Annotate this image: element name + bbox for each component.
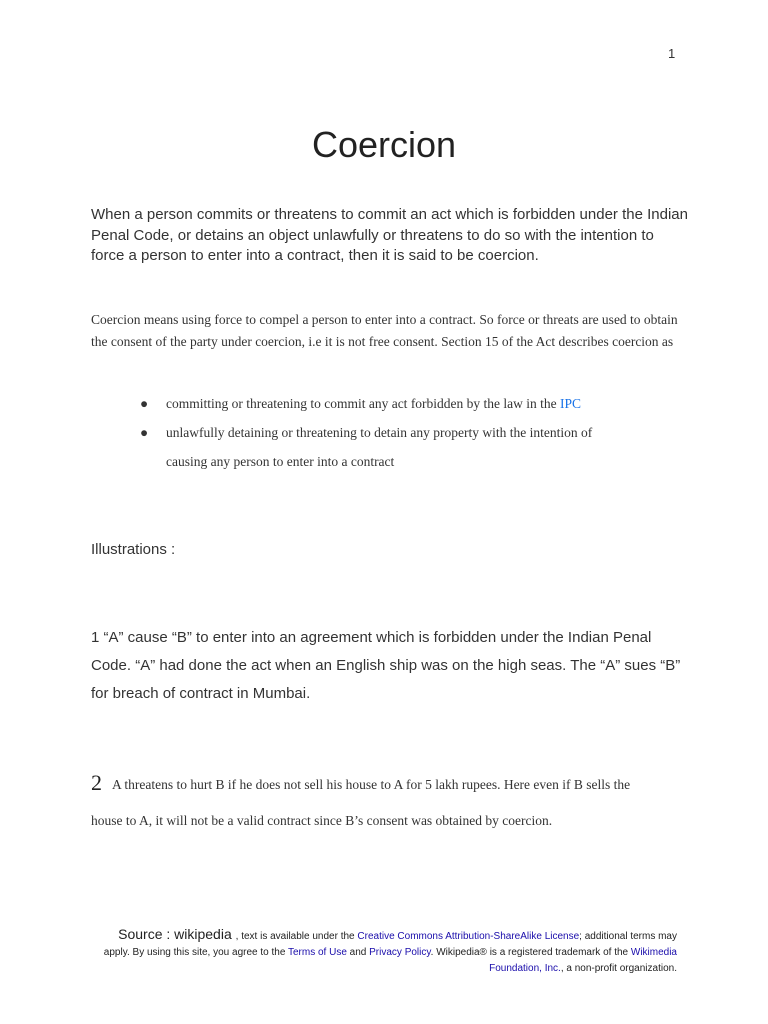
source-text-5: , a non-profit organization. (560, 963, 677, 974)
definition-paragraph: Coercion means using force to compel a person to enter into a contract. So force or threats are used to obtain the consent of the party under coercion, i.e it is not free consent. Section 15 of the Act describes coercion as (91, 312, 678, 349)
example-2-line-1: A threatens to hurt B if he does not sell his house to A for 5 lakh rupees. Here even if B sells the (112, 777, 631, 792)
source-text-3: and (346, 947, 370, 958)
bullet-marker: ● (140, 396, 149, 411)
terms-of-use-link[interactable]: Terms of Use (287, 947, 347, 958)
source-attribution (91, 926, 677, 977)
bullet-marker: ● (140, 425, 149, 440)
bullet-item-1 (140, 389, 581, 418)
source-prefix: Source : wikipedia (118, 926, 236, 942)
source-text-2: ; additional terms may apply. By using this site, you agree to the (103, 931, 677, 958)
license-link[interactable]: Creative Commons Attribution-ShareAlike License (357, 931, 580, 942)
bullet-1-text: committing or threatening to commit any act forbidden by the law in the (166, 396, 561, 411)
intro-paragraph: When a person commits or threatens to commit an act which is forbidden under the Indian Penal Code, or detains an object unlawfully or threatens to do so with the intention to force a person to enter into a contract, then it is said to be coercion. (91, 206, 688, 264)
ipc-link[interactable]: IPC (560, 396, 582, 411)
illustrations-heading: Illustrations : (91, 541, 176, 558)
page-number: 1 (668, 46, 676, 61)
source-text-1: , text is available under the (235, 931, 358, 942)
bullet-item-2 (140, 418, 592, 447)
source-text-4: . Wikipedia® is a registered trademark of the (430, 947, 631, 958)
example-2-number: 2 (91, 770, 102, 795)
page-title: Coercion (311, 124, 457, 165)
example-2-line-2: house to A, it will not be a valid contract since B’s consent was obtained by coercion. (91, 813, 553, 828)
example-1: 1 “A” cause “B” to enter into an agreement which is forbidden under the Indian Penal Code. “A” had done the act when an English ship was on the high seas. The “A” sues “B” for breach of contract in Mumbai. (91, 629, 681, 702)
privacy-policy-link[interactable]: Privacy Policy (369, 947, 431, 958)
wikimedia-foundation-link[interactable]: Wikimedia Foundation, Inc. (489, 947, 677, 974)
bullet-2-continuation: causing any person to enter into a contract (166, 454, 395, 469)
bullet-2-text: unlawfully detaining or threatening to detain any property with the intention of (166, 425, 593, 440)
